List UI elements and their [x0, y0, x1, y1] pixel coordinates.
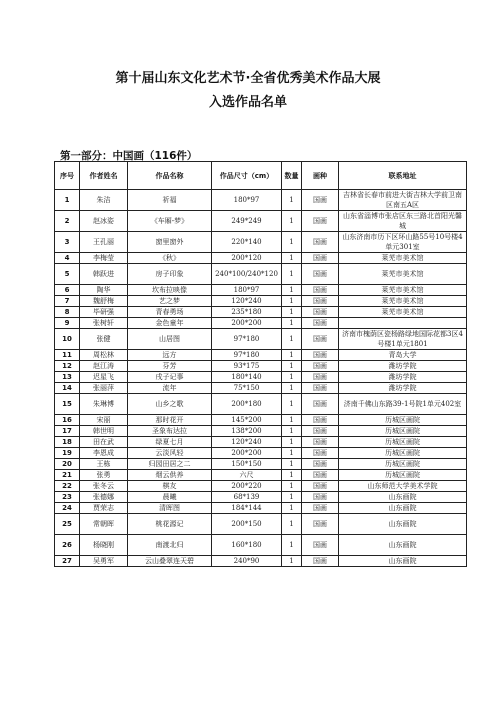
- cell-size: 97*180: [212, 329, 282, 350]
- header-work: 作品名称: [128, 162, 212, 190]
- cell-work: 清晖图: [128, 503, 212, 514]
- cell-kind: 国画: [302, 437, 339, 448]
- header-qty: 数量: [282, 162, 302, 190]
- table-body: [55, 190, 467, 567]
- cell-qty: 1: [282, 459, 302, 470]
- cell-no: 18: [55, 437, 80, 448]
- cell-address: 山东画院: [339, 492, 467, 503]
- cell-work: 房子印象: [128, 264, 212, 285]
- table-row: [55, 383, 467, 394]
- cell-address: 莱芜市美术馆: [339, 264, 467, 285]
- cell-work: 《车厢-梦》: [128, 211, 212, 232]
- cell-address: 潍坊学院: [339, 372, 467, 383]
- cell-qty: 1: [282, 361, 302, 372]
- cell-author: 宋丽: [80, 415, 128, 426]
- cell-qty: 1: [282, 383, 302, 394]
- cell-qty: 1: [282, 232, 302, 253]
- cell-address: 历城区画院: [339, 470, 467, 481]
- table-row: [55, 492, 467, 503]
- cell-no: 14: [55, 383, 80, 394]
- cell-address: 莱芜市美术馆: [339, 307, 467, 318]
- cell-qty: 1: [282, 503, 302, 514]
- cell-size: 200*220: [212, 481, 282, 492]
- cell-no: 5: [55, 264, 80, 285]
- cell-kind: 国画: [302, 556, 339, 567]
- cell-work: 山乡之歌: [128, 394, 212, 415]
- cell-author: 张树轩: [80, 318, 128, 329]
- cell-address: 山东省淄博市张店区东三路北首阳光馨城: [339, 211, 467, 232]
- cell-author: 魏舒梅: [80, 296, 128, 307]
- cell-no: 23: [55, 492, 80, 503]
- table-row: [55, 459, 467, 470]
- cell-address: 青岛大学: [339, 350, 467, 361]
- cell-qty: 1: [282, 481, 302, 492]
- cell-kind: 国画: [302, 318, 339, 329]
- cell-author: 朱洁: [80, 190, 128, 211]
- cell-work: 窗里窗外: [128, 232, 212, 253]
- cell-author: 常朝晖: [80, 514, 128, 535]
- table-row: [55, 503, 467, 514]
- cell-size: 93*175: [212, 361, 282, 372]
- cell-size: 200*200: [212, 318, 282, 329]
- cell-kind: 国画: [302, 481, 339, 492]
- table-row: [55, 470, 467, 481]
- cell-author: 李梅莹: [80, 253, 128, 264]
- cell-work: 桃花源记: [128, 514, 212, 535]
- cell-qty: 1: [282, 556, 302, 567]
- cell-author: 迟星飞: [80, 372, 128, 383]
- cell-qty: 1: [282, 437, 302, 448]
- cell-work: 圣象布达拉: [128, 426, 212, 437]
- cell-address: 潍坊学院: [339, 383, 467, 394]
- table-row: [55, 372, 467, 383]
- table-row: [55, 253, 467, 264]
- cell-kind: 国画: [302, 470, 339, 481]
- cell-address: 山东画院: [339, 503, 467, 514]
- table-row: [55, 426, 467, 437]
- cell-no: 19: [55, 448, 80, 459]
- cell-qty: 1: [282, 415, 302, 426]
- table-row: [55, 264, 467, 285]
- table-row: [55, 190, 467, 211]
- cell-kind: 国画: [302, 426, 339, 437]
- cell-author: 张勇: [80, 470, 128, 481]
- cell-size: 75*150: [212, 383, 282, 394]
- section-heading: 第一部分：中国画（116件）: [60, 150, 198, 162]
- cell-size: 145*200: [212, 415, 282, 426]
- cell-address: 莱芜市美术馆: [339, 296, 467, 307]
- cell-no: 27: [55, 556, 80, 567]
- header-size: 作品尺寸（cm）: [212, 162, 282, 190]
- cell-author: 张丽萍: [80, 383, 128, 394]
- cell-no: 21: [55, 470, 80, 481]
- cell-work: 绿夏七月: [128, 437, 212, 448]
- cell-author: 张德娜: [80, 492, 128, 503]
- cell-kind: 国画: [302, 514, 339, 535]
- cell-kind: 国画: [302, 296, 339, 307]
- cell-author: 王孔丽: [80, 232, 128, 253]
- cell-size: 249*249: [212, 211, 282, 232]
- cell-address: 山东画院: [339, 556, 467, 567]
- cell-work: 芬芳: [128, 361, 212, 372]
- document-subtitle: 入选作品名单: [208, 95, 287, 110]
- cell-size: 六尺: [212, 470, 282, 481]
- cell-work: 山居图: [128, 329, 212, 350]
- table-row: [55, 307, 467, 318]
- cell-qty: 1: [282, 426, 302, 437]
- cell-size: 220*140: [212, 232, 282, 253]
- cell-work: 坎布拉映像: [128, 285, 212, 296]
- cell-address: 历城区画院: [339, 415, 467, 426]
- cell-author: 张健: [80, 329, 128, 350]
- cell-no: 26: [55, 535, 80, 556]
- cell-work: 祈福: [128, 190, 212, 211]
- table-row: [55, 232, 467, 253]
- cell-size: 235*180: [212, 307, 282, 318]
- cell-author: 毕研强: [80, 307, 128, 318]
- cell-size: 240*100/240*120: [212, 264, 282, 285]
- table-row: [55, 415, 467, 426]
- cell-qty: 1: [282, 285, 302, 296]
- table-row: [55, 514, 467, 535]
- cell-work: 《秋》: [128, 253, 212, 264]
- cell-work: 烟云供养: [128, 470, 212, 481]
- cell-no: 7: [55, 296, 80, 307]
- cell-address: 历城区画院: [339, 437, 467, 448]
- cell-kind: 国画: [302, 448, 339, 459]
- cell-no: 3: [55, 232, 80, 253]
- cell-author: 李恩成: [80, 448, 128, 459]
- cell-address: 莱芜市美术馆: [339, 253, 467, 264]
- cell-work: 晨曦: [128, 492, 212, 503]
- table-row: [55, 394, 467, 415]
- cell-qty: 1: [282, 492, 302, 503]
- cell-no: 16: [55, 415, 80, 426]
- cell-work: 云淡风轻: [128, 448, 212, 459]
- cell-kind: 国画: [302, 503, 339, 514]
- cell-size: 180*140: [212, 372, 282, 383]
- cell-work: 云山叠翠连天碧: [128, 556, 212, 567]
- cell-size: 180*97: [212, 285, 282, 296]
- cell-qty: 1: [282, 296, 302, 307]
- cell-address: 历城区画院: [339, 426, 467, 437]
- header-no: 序号: [55, 162, 80, 190]
- cell-size: 68*139: [212, 492, 282, 503]
- table-row: [55, 296, 467, 307]
- cell-qty: 1: [282, 372, 302, 383]
- cell-kind: 国画: [302, 264, 339, 285]
- cell-qty: 1: [282, 470, 302, 481]
- cell-kind: 国画: [302, 285, 339, 296]
- cell-kind: 国画: [302, 190, 339, 211]
- cell-size: 120*240: [212, 296, 282, 307]
- cell-work: 金色童年: [128, 318, 212, 329]
- table-row: [55, 481, 467, 492]
- cell-kind: 国画: [302, 383, 339, 394]
- cell-size: 120*240: [212, 437, 282, 448]
- cell-author: 周松林: [80, 350, 128, 361]
- cell-no: 8: [55, 307, 80, 318]
- table-row: [55, 437, 467, 448]
- cell-author: 王栋: [80, 459, 128, 470]
- cell-qty: 1: [282, 535, 302, 556]
- cell-author: 田在武: [80, 437, 128, 448]
- cell-kind: 国画: [302, 394, 339, 415]
- header-author: 作者姓名: [80, 162, 128, 190]
- cell-qty: 1: [282, 307, 302, 318]
- cell-author: 朱琳博: [80, 394, 128, 415]
- cell-author: 吴勇军: [80, 556, 128, 567]
- cell-size: 200*200: [212, 448, 282, 459]
- cell-work: 流年: [128, 383, 212, 394]
- table-row: [55, 211, 467, 232]
- cell-address: 山东画院: [339, 535, 467, 556]
- cell-no: 22: [55, 481, 80, 492]
- cell-no: 12: [55, 361, 80, 372]
- cell-size: 184*144: [212, 503, 282, 514]
- table-header-row: [55, 162, 467, 190]
- entries-table: [54, 161, 467, 567]
- cell-no: 9: [55, 318, 80, 329]
- cell-qty: 1: [282, 394, 302, 415]
- cell-author: 贾荣志: [80, 503, 128, 514]
- header-kind: 画种: [302, 162, 339, 190]
- cell-author: 杨晓刚: [80, 535, 128, 556]
- cell-no: 13: [55, 372, 80, 383]
- cell-kind: 国画: [302, 372, 339, 383]
- cell-kind: 国画: [302, 492, 339, 503]
- table-row: [55, 318, 467, 329]
- cell-kind: 国画: [302, 350, 339, 361]
- cell-no: 1: [55, 190, 80, 211]
- cell-address: 莱芜市美术馆: [339, 285, 467, 296]
- cell-kind: 国画: [302, 535, 339, 556]
- cell-kind: 国画: [302, 361, 339, 372]
- cell-address: 济南千佛山东路39-1号院1单元402室: [339, 394, 467, 415]
- cell-address: 山东济南市历下区环山路55号10号楼4单元301室: [339, 232, 467, 253]
- cell-no: 17: [55, 426, 80, 437]
- table-row: [55, 556, 467, 567]
- cell-work: 戌子记事: [128, 372, 212, 383]
- cell-address: [339, 318, 467, 329]
- table-row: [55, 350, 467, 361]
- cell-work: 那时花开: [128, 415, 212, 426]
- table-row: [55, 361, 467, 372]
- cell-size: 200*120: [212, 253, 282, 264]
- cell-address: 山东画院: [339, 514, 467, 535]
- cell-author: 陶华: [80, 285, 128, 296]
- cell-author: 赵江涛: [80, 361, 128, 372]
- cell-no: 6: [55, 285, 80, 296]
- cell-size: 240*90: [212, 556, 282, 567]
- cell-kind: 国画: [302, 211, 339, 232]
- cell-work: 归园田居之二: [128, 459, 212, 470]
- cell-work: 青春勇场: [128, 307, 212, 318]
- cell-no: 15: [55, 394, 80, 415]
- cell-work: 南渡北归: [128, 535, 212, 556]
- cell-work: 棋友: [128, 481, 212, 492]
- cell-size: 97*180: [212, 350, 282, 361]
- cell-qty: 1: [282, 318, 302, 329]
- cell-kind: 国画: [302, 232, 339, 253]
- cell-no: 11: [55, 350, 80, 361]
- cell-size: 150*150: [212, 459, 282, 470]
- cell-author: 韩世明: [80, 426, 128, 437]
- cell-qty: 1: [282, 448, 302, 459]
- cell-no: 24: [55, 503, 80, 514]
- cell-no: 4: [55, 253, 80, 264]
- cell-kind: 国画: [302, 415, 339, 426]
- cell-author: 张冬云: [80, 481, 128, 492]
- table-row: [55, 535, 467, 556]
- cell-qty: 1: [282, 514, 302, 535]
- cell-no: 25: [55, 514, 80, 535]
- cell-qty: 1: [282, 253, 302, 264]
- cell-qty: 1: [282, 264, 302, 285]
- cell-address: 济南市槐荫区瓷杨路绿地国际花都3区4号楼1单元1801: [339, 329, 467, 350]
- cell-address: 吉林省长春市前进大街吉林大学前卫南区南五A区: [339, 190, 467, 211]
- table-row: [55, 285, 467, 296]
- cell-no: 2: [55, 211, 80, 232]
- cell-size: 200*150: [212, 514, 282, 535]
- cell-address: 山东师范大学美术学院: [339, 481, 467, 492]
- cell-work: 远方: [128, 350, 212, 361]
- cell-size: 200*180: [212, 394, 282, 415]
- cell-author: 韩跃进: [80, 264, 128, 285]
- cell-address: 历城区画院: [339, 448, 467, 459]
- cell-no: 10: [55, 329, 80, 350]
- cell-qty: 1: [282, 211, 302, 232]
- cell-work: 艺之梦: [128, 296, 212, 307]
- table-row: [55, 329, 467, 350]
- cell-size: 160*180: [212, 535, 282, 556]
- cell-address: 历城区画院: [339, 459, 467, 470]
- cell-address: 潍坊学院: [339, 361, 467, 372]
- table-row: [55, 448, 467, 459]
- cell-kind: 国画: [302, 307, 339, 318]
- cell-qty: 1: [282, 350, 302, 361]
- cell-size: 180*97: [212, 190, 282, 211]
- cell-kind: 国画: [302, 253, 339, 264]
- cell-qty: 1: [282, 329, 302, 350]
- cell-kind: 国画: [302, 329, 339, 350]
- cell-no: 20: [55, 459, 80, 470]
- cell-kind: 国画: [302, 459, 339, 470]
- cell-size: 138*200: [212, 426, 282, 437]
- cell-author: 赵冰姿: [80, 211, 128, 232]
- cell-qty: 1: [282, 190, 302, 211]
- header-address: 联系地址: [339, 162, 467, 190]
- document-title: 第十届山东文化艺术节·全省优秀美术作品大展: [115, 71, 381, 86]
